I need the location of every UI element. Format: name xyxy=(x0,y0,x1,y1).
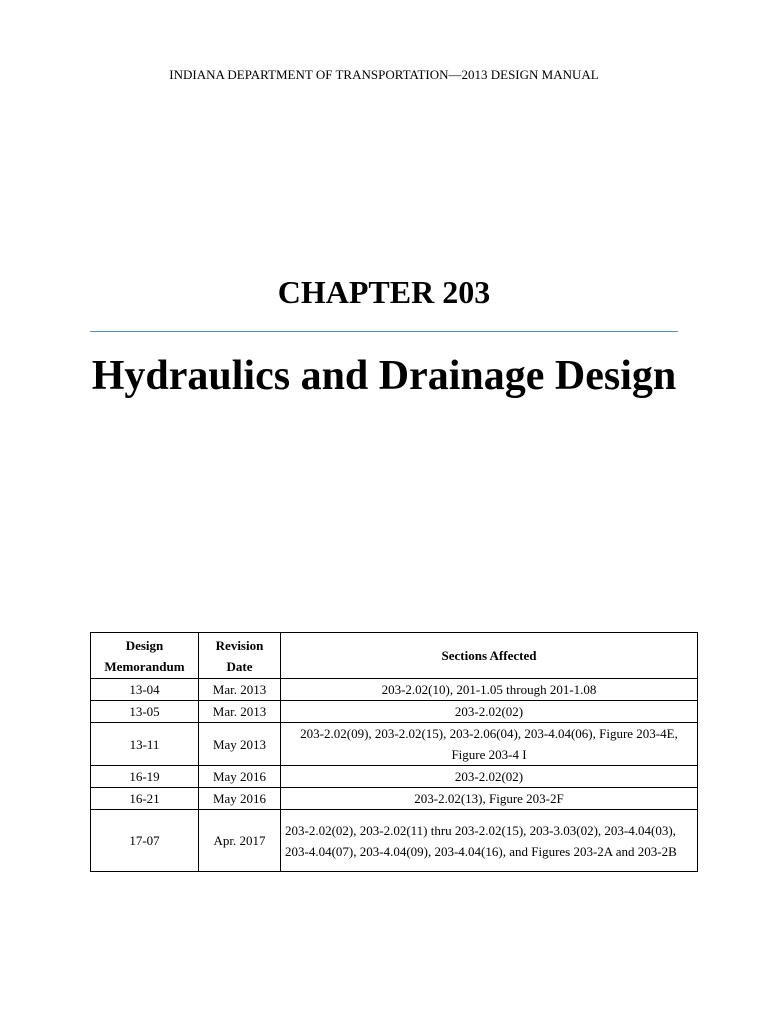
table-row xyxy=(91,701,698,723)
memo-cell: 17-07 xyxy=(91,810,199,872)
revision-table xyxy=(90,632,698,872)
sections-cell: 203-2.02(10), 201-1.05 through 201-1.08 xyxy=(281,679,698,701)
date-cell: Apr. 2017 xyxy=(199,810,281,872)
table-header-row xyxy=(91,633,698,679)
memo-cell: 13-05 xyxy=(91,701,199,723)
column-header-date: Revision Date xyxy=(199,633,281,679)
sections-cell: 203-2.02(09), 203-2.02(15), 203-2.06(04), 203-4.04(06), Figure 203-4E, Figure 203-4 I xyxy=(281,723,698,766)
date-cell: May 2013 xyxy=(199,723,281,766)
sections-cell: 203-2.02(02), 203-2.02(11) thru 203-2.02(15), 203-3.03(02), 203-4.04(03), 203-4.04(07), 203-4.04(09), 203-4.04(16), and Figures 203-2A and 203-2B xyxy=(281,810,698,872)
sections-cell: 203-2.02(02) xyxy=(281,701,698,723)
memo-cell: 13-11 xyxy=(91,723,199,766)
table-row xyxy=(91,723,698,766)
chapter-number: CHAPTER 203 xyxy=(277,274,491,310)
chapter-title: Hydraulics and Drainage Design xyxy=(91,353,677,399)
sections-cell: 203-2.02(02) xyxy=(281,766,698,788)
date-cell: Mar. 2013 xyxy=(199,701,281,723)
column-header-memo: Design Memorandum xyxy=(91,633,199,679)
table-row xyxy=(91,788,698,810)
chapter-divider xyxy=(90,331,678,332)
sections-cell: 203-2.02(13), Figure 203-2F xyxy=(281,788,698,810)
running-header: INDIANA DEPARTMENT OF TRANSPORTATION—2013 DESIGN MANUAL xyxy=(169,67,599,82)
memo-cell: 16-19 xyxy=(91,766,199,788)
table-row xyxy=(91,810,698,872)
date-cell: Mar. 2013 xyxy=(199,679,281,701)
memo-cell: 16-21 xyxy=(91,788,199,810)
table-row xyxy=(91,679,698,701)
date-cell: May 2016 xyxy=(199,766,281,788)
date-cell: May 2016 xyxy=(199,788,281,810)
table-row xyxy=(91,766,698,788)
memo-cell: 13-04 xyxy=(91,679,199,701)
column-header-sections: Sections Affected xyxy=(281,633,698,679)
